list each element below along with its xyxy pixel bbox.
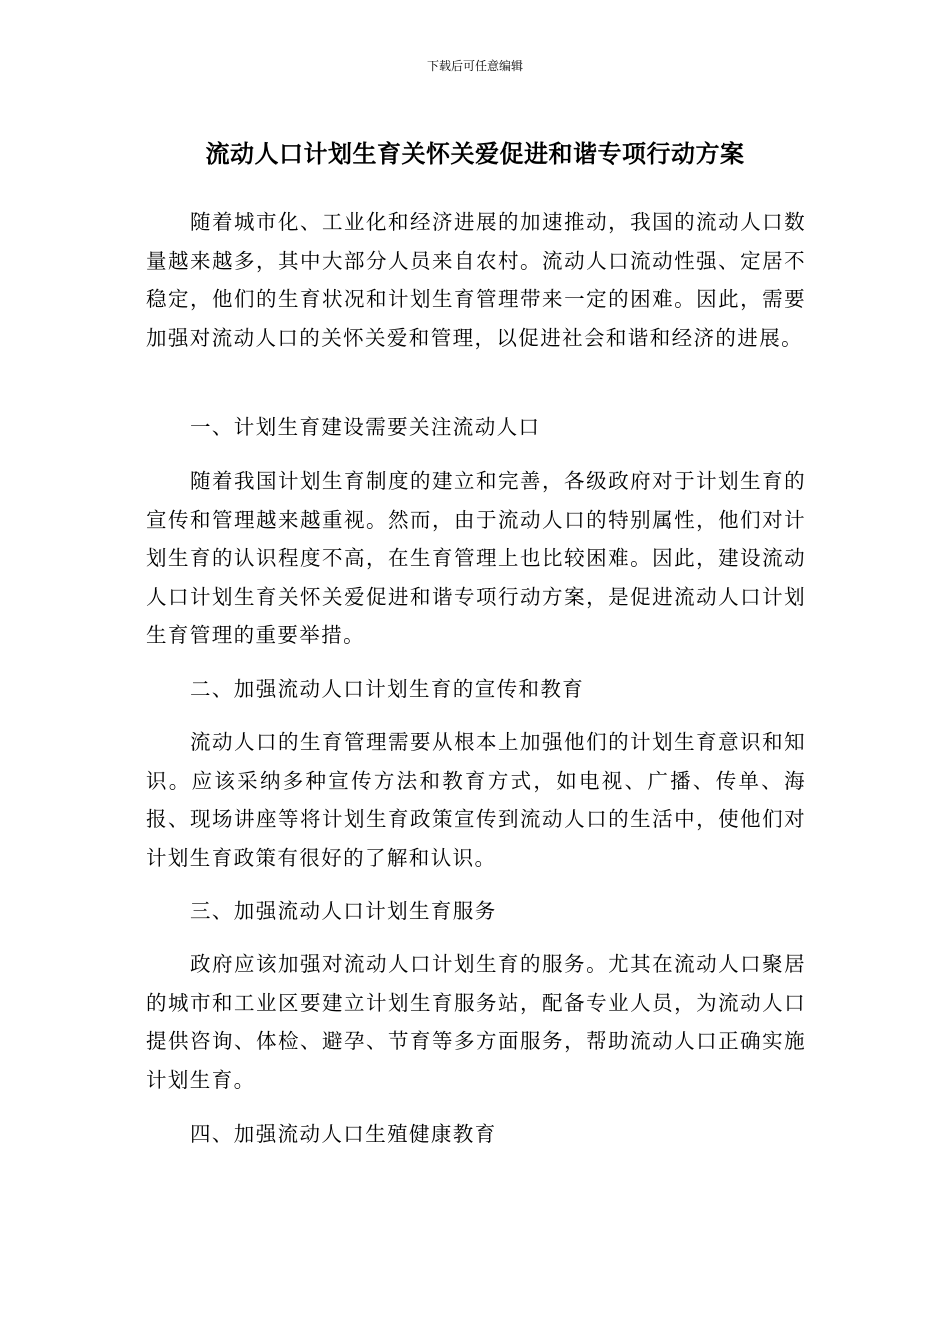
section-1-paragraph: 随着我国计划生育制度的建立和完善，各级政府对于计划生育的宣传和管理越来越重视。然而，由于流动人口的特别属性，他们对计划生育的认识程度不高，在生育管理上也比较困难。因此，建设流动人口计划生育关怀关爱促进和谐专项行动方案，是促进流动人口计划生育管理的重要举措。 — [146, 469, 806, 648]
section-1-heading: 一、计划生育建设需要关注流动人口 — [190, 415, 541, 439]
section-3-paragraph: 政府应该加强对流动人口计划生育的服务。尤其在流动人口聚居的城市和工业区要建立计划生育服务站，配备专业人员，为流动人口提供咨询、体检、避孕、节育等多方面服务，帮助流动人口正确实施计划生育。 — [146, 952, 806, 1092]
section-4-heading: 四、加强流动人口生殖健康教育 — [190, 1122, 497, 1146]
section-3-heading: 三、加强流动人口计划生育服务 — [190, 899, 497, 923]
section-2-heading: 二、加强流动人口计划生育的宣传和教育 — [190, 677, 585, 701]
intro-paragraph: 随着城市化、工业化和经济进展的加速推动，我国的流动人口数量越来越多，其中大部分人员来自农村。流动人口流动性强、定居不稳定，他们的生育状况和计划生育管理带来一定的困难。因此，需要加强对流动人口的关怀关爱和管理，以促进社会和谐和经济的进展。 — [146, 210, 806, 350]
document-title: 流动人口计划生育关怀关爱促进和谐专项行动方案 — [205, 140, 745, 168]
section-2-paragraph: 流动人口的生育管理需要从根本上加强他们的计划生育意识和知识。应该采纳多种宣传方法和教育方式，如电视、广播、传单、海报、现场讲座等将计划生育政策宣传到流动人口的生活中，使他们对计划生育政策有很好的了解和认识。 — [146, 730, 806, 870]
header-note: 下载后可任意编辑 — [426, 59, 523, 73]
